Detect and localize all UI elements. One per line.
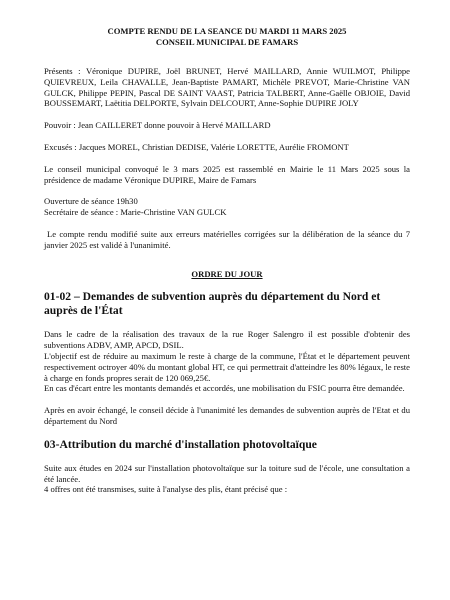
convocation-statement: Le conseil municipal convoqué le 3 mars 2025 est rassemblé en Mairie le 11 Mars 2025 sous la présidence de madame Véronique DUPIRE, Maire de Famars (44, 163, 410, 185)
section-heading-subsidies: 01-02 – Demandes de subvention auprès du département du Nord et auprès de l'État (44, 290, 381, 318)
photovoltaic-paragraph-2: 4 offres ont été transmises, suite à l'analyse des plis, étant précisé que : (44, 484, 288, 495)
document-title-line1: COMPTE RENDU DE LA SEANCE DU MARDI 11 MARS 2025 (107, 26, 347, 36)
photovoltaic-paragraph-1: Suite aux études en 2024 sur l'installation photovoltaïque sur la toiture sud de l'école, une consultation a été lancée. (44, 462, 410, 484)
proxy-statement: Pouvoir : Jean CAILLERET donne pouvoir à Hervé MAILLARD (44, 120, 271, 131)
subsidies-paragraph-2: L'objectif est de réduire au maximum le reste à charge de la commune, l'État et le département peuvent respectivement octroyer 40% du montant global HT, ce qui permettrait d'atteindre les 80% légaux, le reste à charge en fonds propres serait de 120 069,25€. (44, 350, 410, 383)
attendees-present: Présents : Véronique DUPIRE, Joël BRUNET, Hervé MAILLARD, Annie WUILMOT, Philippe QUIEVREUX, Leila CHAVALLE, Jean-Baptiste PAMART, Michèle PREVOT, Marie-Christine VAN GULCK, Philippe PEPIN, Pascal DE SAINT VAAST, Patricia TALBERT, Anne-Gaëlle OBJOIE, David BOUSSEMART, Laëtitia DELPORTE, Sylvain DELCOURT, Anne-Sophie DUPIRE JOLY (44, 66, 410, 109)
excused-attendees: Excusés : Jacques MOREL, Christian DEDISE, Valérie LORETTE, Aurélie FROMONT (44, 141, 349, 152)
document-title-line2: CONSEIL MUNICIPAL DE FAMARS (155, 37, 299, 47)
section-heading-photovoltaic: 03-Attribution du marché d'installation photovoltaïque (44, 437, 317, 451)
session-secretary: Secrétaire de séance : Marie-Christine VAN GULCK (44, 207, 227, 218)
agenda-heading: ORDRE DU JOUR (191, 268, 263, 279)
minutes-approval: Le compte rendu modifié suite aux erreurs matérielles corrigées sur la délibération de la séance du 7 janvier 2025 est validé à l'unanimité. (44, 228, 410, 250)
session-opening: Ouverture de séance 19h30 (44, 196, 138, 207)
subsidies-paragraph-1: Dans le cadre de la réalisation des travaux de la rue Roger Salengro il est possible d'obtenir des subventions ADBV, AMP, APCD, DSIL. (44, 329, 410, 351)
document-page (44, 26, 410, 495)
subsidies-paragraph-3: En cas d'écart entre les montants demandés et accordés, une mobilisation du FSIC pourra être demandée. (44, 383, 405, 394)
subsidies-decision: Après en avoir échangé, le conseil décide à l'unanimité les demandes de subvention auprès de l'Etat et du département du Nord (44, 405, 410, 426)
